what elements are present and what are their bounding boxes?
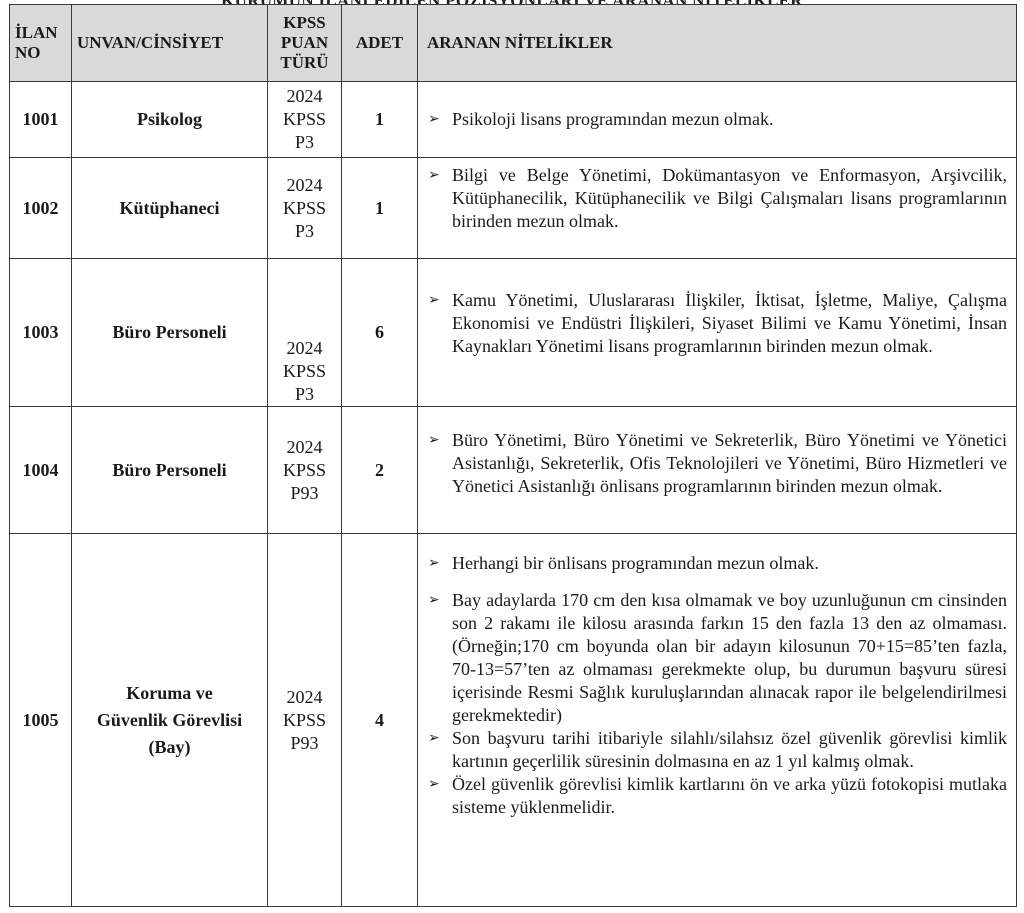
puan-turu-cell: 2024 KPSS P93 [268, 407, 342, 534]
puan-turu-cell: 2024 KPSS P3 [268, 259, 342, 407]
nitelikler-cell [418, 534, 1017, 907]
header-adet: ADET [342, 5, 418, 82]
list-item: ➢ Büro Yönetimi, Büro Yönetimi ve Sekreterlik, Büro Yönetimi ve Yönetici Asistanlığı, Sekreterlik, Ofis Teknolojileri ve Yönetimi, Büro Hizmetleri ve Yönetici Asistanlığı önlisans programlarının birinden mezun olmak. [424, 429, 1007, 498]
arrow-bullet-icon: ➢ [428, 592, 440, 608]
ilan-no-cell: 1005 [10, 534, 72, 907]
nitelikler-cell [418, 158, 1017, 259]
arrow-bullet-icon: ➢ [428, 432, 440, 448]
table-row [10, 158, 1017, 259]
adet-cell: 6 [342, 259, 418, 407]
arrow-bullet-icon: ➢ [428, 167, 440, 183]
nitelikler-cell [418, 259, 1017, 407]
arrow-bullet-icon: ➢ [428, 292, 440, 308]
unvan-cell: Psikolog [72, 82, 268, 158]
unvan-cell: Kütüphaneci [72, 158, 268, 259]
nitelikler-cell [418, 82, 1017, 158]
ilan-no-cell: 1004 [10, 407, 72, 534]
puan-turu-cell: 2024 KPSS P3 [268, 158, 342, 259]
list-item: ➢ Son başvuru tarihi itibariyle silahlı/silahsız özel güvenlik görevlisi kimlik kartının geçerlilik süresinin dolmasına en az 1 yıl kalmış olmak. [424, 727, 1007, 773]
table-header-row [10, 5, 1017, 82]
unvan-cell: Büro Personeli [72, 407, 268, 534]
list-item: ➢ Özel güvenlik görevlisi kimlik kartlarını ön ve arka yüzü fotokopisi mutlaka sisteme yüklenmelidir. [424, 773, 1007, 819]
unvan-cell: Koruma ve Güvenlik Görevlisi (Bay) [72, 534, 268, 907]
puan-turu-cell: 2024 KPSS P93 [268, 534, 342, 907]
header-ilan-no: İLAN NO [10, 5, 72, 82]
puan-turu-cell: 2024 KPSS P3 [268, 82, 342, 158]
adet-cell: 2 [342, 407, 418, 534]
unvan-cell: Büro Personeli [72, 259, 268, 407]
header-puan-turu: KPSS PUAN TÜRÜ [268, 5, 342, 82]
list-item: ➢ Kamu Yönetimi, Uluslararası İlişkiler, İktisat, İşletme, Maliye, Çalışma Ekonomisi ve Endüstri İlişkileri, Siyaset Bilimi ve Kamu Yönetimi, İnsan Kaynakları Yönetimi lisans programlarının birinden mezun olmak. [424, 289, 1007, 358]
header-unvan: UNVAN/CİNSİYET [72, 5, 268, 82]
header-nitelikler: ARANAN NİTELİKLER [418, 5, 1017, 82]
ilan-no-cell: 1001 [10, 82, 72, 158]
list-item: ➢ Bay adaylarda 170 cm den kısa olmamak ve boy uzunluğunun cm cinsinden son 2 rakamı ile kilosu arasında farkın 15 den fazla 13 den az olmaması. (Örneğin;170 cm boyunda olan bir adayın kilosunun 70+15=85’ten fazla, 70-13=57’ten az olmaması gerekmekte olup, bu durumun başvuru süresi içerisinde Resmi Sağlık kuruluşlarından alınacak rapor ile belgelendirilmesi gerekmektedir) [424, 589, 1007, 727]
nitelikler-cell [418, 407, 1017, 534]
arrow-bullet-icon: ➢ [428, 776, 440, 792]
arrow-bullet-icon: ➢ [428, 730, 440, 746]
adet-cell: 1 [342, 82, 418, 158]
table-row [10, 259, 1017, 407]
ilan-no-cell: 1002 [10, 158, 72, 259]
adet-cell: 4 [342, 534, 418, 907]
arrow-bullet-icon: ➢ [428, 111, 440, 127]
table-row [10, 534, 1017, 907]
table-row [10, 82, 1017, 158]
adet-cell: 1 [342, 158, 418, 259]
job-postings-table [9, 4, 1017, 907]
list-item: ➢ Herhangi bir önlisans programından mezun olmak. [424, 552, 1007, 575]
list-item: ➢ Psikoloji lisans programından mezun olmak. [424, 108, 1007, 131]
arrow-bullet-icon: ➢ [428, 555, 440, 571]
table-row [10, 407, 1017, 534]
ilan-no-cell: 1003 [10, 259, 72, 407]
list-item: ➢ Bilgi ve Belge Yönetimi, Dokümantasyon ve Enformasyon, Arşivcilik, Kütüphanecilik, Kütüphanecilik ve Bilgi Çalışmaları lisans programlarının birinden mezun olmak. [424, 164, 1007, 233]
